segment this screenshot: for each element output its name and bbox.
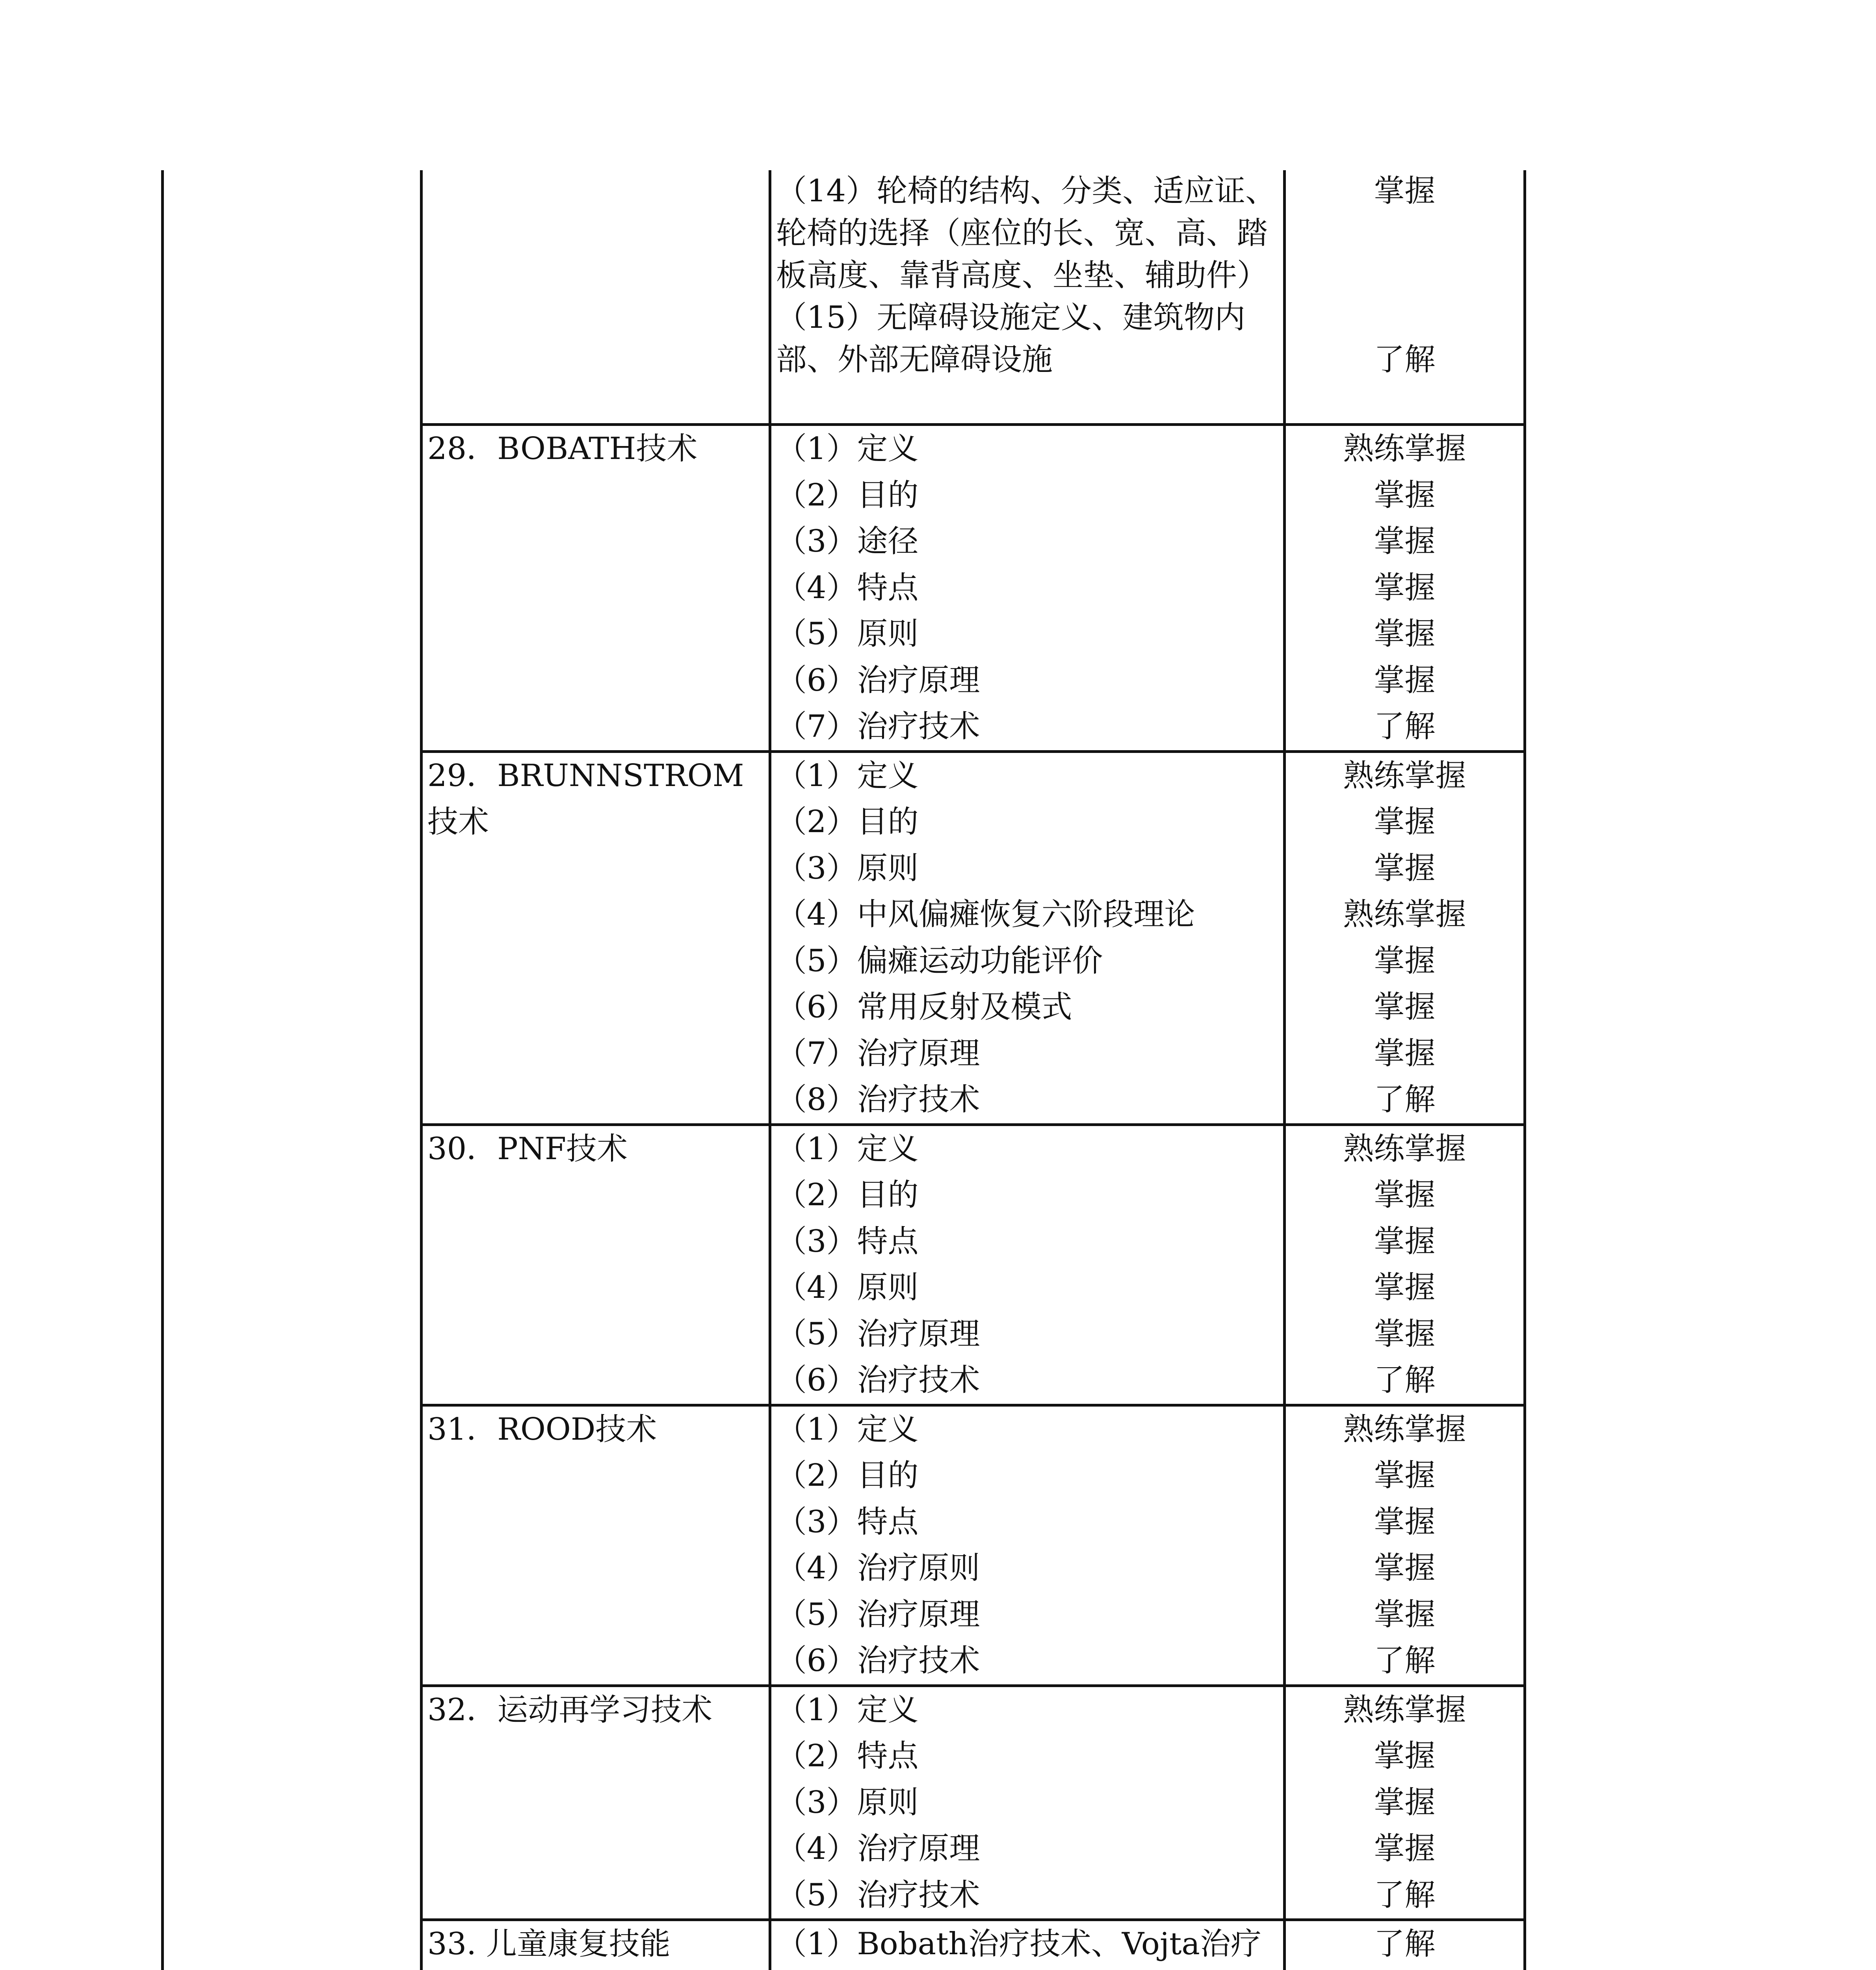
mastery-level: 掌握 xyxy=(1374,1458,1436,1493)
content-item: （2）目的 xyxy=(776,1458,919,1493)
topic-title: 29．BRUNNSTROM技术 xyxy=(427,758,744,840)
mastery-level: 熟练掌握 xyxy=(1343,1411,1466,1447)
content-item: （4）特点 xyxy=(776,570,919,606)
mastery-level: 掌握 xyxy=(1374,570,1436,606)
mastery-level: 了解 xyxy=(1374,1926,1436,1962)
mastery-level: 掌握 xyxy=(1374,1596,1436,1632)
mastery-level: 熟练掌握 xyxy=(1343,758,1466,794)
content-item: （1）Bobath治疗技术、Vojta治疗 xyxy=(776,1926,1261,1962)
mastery-level: 熟练掌握 xyxy=(1343,1692,1466,1728)
section-row xyxy=(422,751,1525,1124)
content-item: （14）轮椅的结构、分类、适应证、轮椅的选择（座位的长、宽、高、踏板高度、靠背高度、坐垫、辅助件） xyxy=(776,173,1276,293)
content-item: （5）治疗原理 xyxy=(776,1596,980,1632)
topic-cell xyxy=(422,425,770,752)
mastery-level: 了解 xyxy=(1374,1877,1436,1913)
level-cell xyxy=(1284,425,1525,752)
content-item: （3）途径 xyxy=(776,524,919,559)
content-item: （2）特点 xyxy=(776,1738,919,1774)
mastery-level: 掌握 xyxy=(1374,943,1436,979)
content-item: （3）特点 xyxy=(776,1223,919,1259)
mastery-level: 掌握 xyxy=(1374,524,1436,559)
content-item: （1）定义 xyxy=(776,1411,919,1447)
mastery-level: 掌握 xyxy=(1374,1177,1436,1213)
section-row xyxy=(422,1124,1525,1405)
topic-cell xyxy=(422,1405,770,1686)
mastery-level: 了解 xyxy=(1374,342,1436,377)
content-item: （5）偏瘫运动功能评价 xyxy=(776,943,1103,979)
content-item: （5）原则 xyxy=(776,616,919,652)
mastery-level: 掌握 xyxy=(1374,1316,1436,1352)
topic-cell xyxy=(422,1686,770,1920)
mastery-level: 掌握 xyxy=(1374,662,1436,698)
content-cell xyxy=(770,425,1284,752)
level-cell xyxy=(1284,751,1525,1124)
left-margin-rule xyxy=(161,170,164,1970)
topic-title: 30．PNF技术 xyxy=(427,1131,628,1167)
level-cell xyxy=(1284,1124,1525,1405)
content-item: （8）治疗技术 xyxy=(776,1082,980,1117)
topic-title: 32．运动再学习技术 xyxy=(427,1692,713,1728)
syllabus-table-body xyxy=(422,170,1525,1970)
content-cell xyxy=(770,1686,1284,1920)
content-item: （1）定义 xyxy=(776,431,919,466)
mastery-level: 了解 xyxy=(1374,1362,1436,1398)
content-cell xyxy=(770,1405,1284,1686)
mastery-level: 了解 xyxy=(1374,1082,1436,1117)
topic-cell xyxy=(422,170,770,425)
topic-title: 28．BOBATH技术 xyxy=(427,431,698,466)
content-item: （4）原则 xyxy=(776,1270,919,1305)
topic-cell xyxy=(422,1124,770,1405)
mastery-level: 掌握 xyxy=(1374,1831,1436,1866)
mastery-level: 掌握 xyxy=(1374,804,1436,840)
topic-title: 31．ROOD技术 xyxy=(427,1411,657,1447)
mastery-level: 了解 xyxy=(1374,709,1436,744)
mastery-level: 掌握 xyxy=(1374,616,1436,652)
content-item: （7）治疗原理 xyxy=(776,1035,980,1071)
section-row xyxy=(422,1405,1525,1686)
content-item: （15）无障碍设施定义、建筑物内部、外部无障碍设施 xyxy=(776,300,1246,377)
content-item: （1）定义 xyxy=(776,1692,919,1728)
mastery-level: 熟练掌握 xyxy=(1343,431,1466,466)
topic-title: 33. 儿童康复技能 xyxy=(427,1926,671,1962)
mastery-level: 掌握 xyxy=(1374,1550,1436,1586)
content-item: （4）治疗原理 xyxy=(776,1831,980,1866)
content-item: （6）治疗原理 xyxy=(776,662,980,698)
content-item: （5）治疗原理 xyxy=(776,1316,980,1352)
content-item: （4）治疗原则 xyxy=(776,1550,980,1586)
mastery-level: 掌握 xyxy=(1374,1035,1436,1071)
content-item: （6）治疗技术 xyxy=(776,1643,980,1678)
content-item: （6）常用反射及模式 xyxy=(776,989,1072,1025)
mastery-level: 掌握 xyxy=(1374,850,1436,886)
content-cell xyxy=(770,751,1284,1124)
level-cell xyxy=(1284,170,1525,425)
section-row xyxy=(422,170,1525,425)
content-item: （3）原则 xyxy=(776,850,919,886)
section-row xyxy=(422,1920,1525,1970)
content-cell xyxy=(770,170,1284,425)
content-cell xyxy=(770,1920,1284,1970)
mastery-level: 熟练掌握 xyxy=(1343,897,1466,932)
level-cell xyxy=(1284,1686,1525,1920)
mastery-level: 掌握 xyxy=(1374,1270,1436,1305)
content-item: （3）原则 xyxy=(776,1784,919,1820)
mastery-level: 掌握 xyxy=(1374,1738,1436,1774)
topic-cell xyxy=(422,751,770,1124)
content-item: （5）治疗技术 xyxy=(776,1877,980,1913)
syllabus-table xyxy=(420,170,1526,1970)
content-cell xyxy=(770,1124,1284,1405)
content-item: （2）目的 xyxy=(776,477,919,513)
mastery-level: 掌握 xyxy=(1374,477,1436,513)
mastery-level: 掌握 xyxy=(1374,1223,1436,1259)
section-row xyxy=(422,1686,1525,1920)
mastery-level: 掌握 xyxy=(1374,173,1436,209)
content-item: （7）治疗技术 xyxy=(776,709,980,744)
content-item: （1）定义 xyxy=(776,758,919,794)
content-item: （1）定义 xyxy=(776,1131,919,1167)
mastery-level: 掌握 xyxy=(1374,1784,1436,1820)
content-item: （6）治疗技术 xyxy=(776,1362,980,1398)
mastery-level: 掌握 xyxy=(1374,989,1436,1025)
mastery-level: 熟练掌握 xyxy=(1343,1131,1466,1167)
level-cell xyxy=(1284,1405,1525,1686)
content-item: （4）中风偏瘫恢复六阶段理论 xyxy=(776,897,1195,932)
topic-cell xyxy=(422,1920,770,1970)
content-item: （2）目的 xyxy=(776,804,919,840)
level-cell xyxy=(1284,1920,1525,1970)
content-item: （2）目的 xyxy=(776,1177,919,1213)
mastery-level: 掌握 xyxy=(1374,1504,1436,1540)
section-row xyxy=(422,425,1525,752)
mastery-level: 了解 xyxy=(1374,1643,1436,1678)
content-item: （3）特点 xyxy=(776,1504,919,1540)
